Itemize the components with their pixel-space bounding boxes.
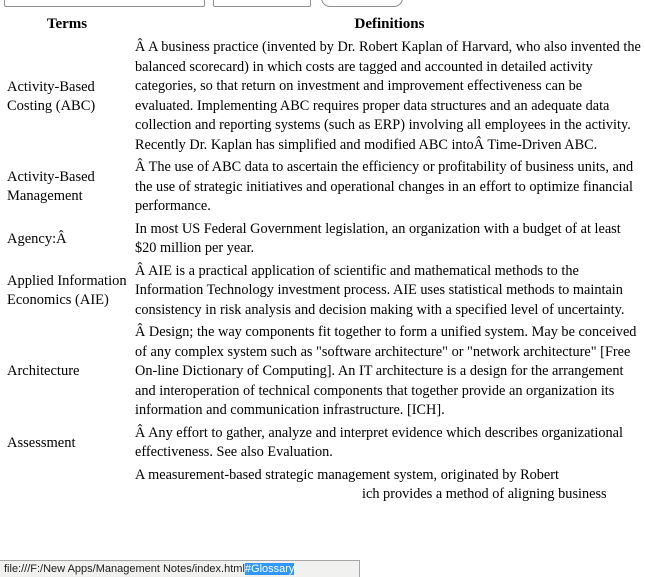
definition-cell: In most US Federal Government legislation, an organization with a budget of at least $20 million per year. <box>135 220 621 256</box>
table-row <box>0 38 645 158</box>
table-row <box>0 262 645 324</box>
top-partial-toolbar <box>0 0 645 10</box>
status-bar-url-fragment: #Glossary <box>244 563 295 575</box>
definition-cell: Â Any effort to gather, analyze and interpret evidence which describes organizational effectiveness. See also Evaluation. <box>135 424 623 460</box>
definition-partial-continuation: ich provides a method of aligning business <box>362 486 607 502</box>
definitions-column-header: Definitions <box>354 16 425 32</box>
table-row <box>0 158 645 220</box>
top-button[interactable] <box>321 0 403 7</box>
definition-cell: Â The use of ABC data to ascertain the efficiency or profitability of business units, and the use of strategic initiatives and operational changes in an effort to optimize financial performance. <box>135 159 634 214</box>
terms-column-header: Terms <box>46 16 88 32</box>
definition-partial-line: A measurement-based strategic management system, originated by Robert <box>135 466 560 483</box>
term-cell: Agency:Â <box>7 230 67 247</box>
table-row <box>0 323 645 424</box>
definition-cell: Â A business practice (invented by Dr. Robert Kaplan of Harvard, who also invented the balanced scorecard) in which costs are tagged and accounted in detailed activity categories, so that return on investment and improvement effectiveness can be evaluated. Implementing ABC requires proper data structures and an adequate data collection and reporting systems (such as ERP) involving all employees in the activity. Recently Dr. Kaplan has simplified and modified ABC intoÂ Time-Driven ABC. <box>135 39 641 153</box>
top-text-input-2[interactable] <box>213 0 311 7</box>
term-cell: Activity-Based Management <box>7 169 95 205</box>
glossary-table <box>0 10 645 508</box>
term-cell <box>0 466 134 508</box>
definition-cell <box>134 466 645 508</box>
table-row <box>0 466 645 508</box>
definition-cell: Â Design; the way components fit together to form a unified system. May be conceived of any complex system such as "software architecture" or "network architecture" [Free On-line Dictionary of Computing]. An IT architecture is a design for the arrangement and interoperation of technical components that together provide an organization its information and communication infrastructure. [ICH]. <box>135 324 637 418</box>
top-text-input-1[interactable] <box>4 0 205 7</box>
table-row <box>0 424 645 466</box>
term-cell: Activity-Based Costing (ABC) <box>7 78 96 114</box>
term-cell: Applied Information Economics (AIE) <box>7 272 127 308</box>
status-bar-url: file:///F:/New Apps/Management Notes/index.html <box>4 563 245 575</box>
definition-cell: Â AIE is a practical application of scientific and mathematical methods to the Information Technology investment process. AIE uses statistical methods to maintain consistency in risk analysis and decision making with a specified level of uncertainty. <box>135 262 625 318</box>
term-cell: Architecture <box>7 363 80 380</box>
status-bar <box>0 560 360 577</box>
header-row <box>0 10 645 38</box>
term-cell: Assessment <box>7 434 76 451</box>
table-row <box>0 220 645 262</box>
